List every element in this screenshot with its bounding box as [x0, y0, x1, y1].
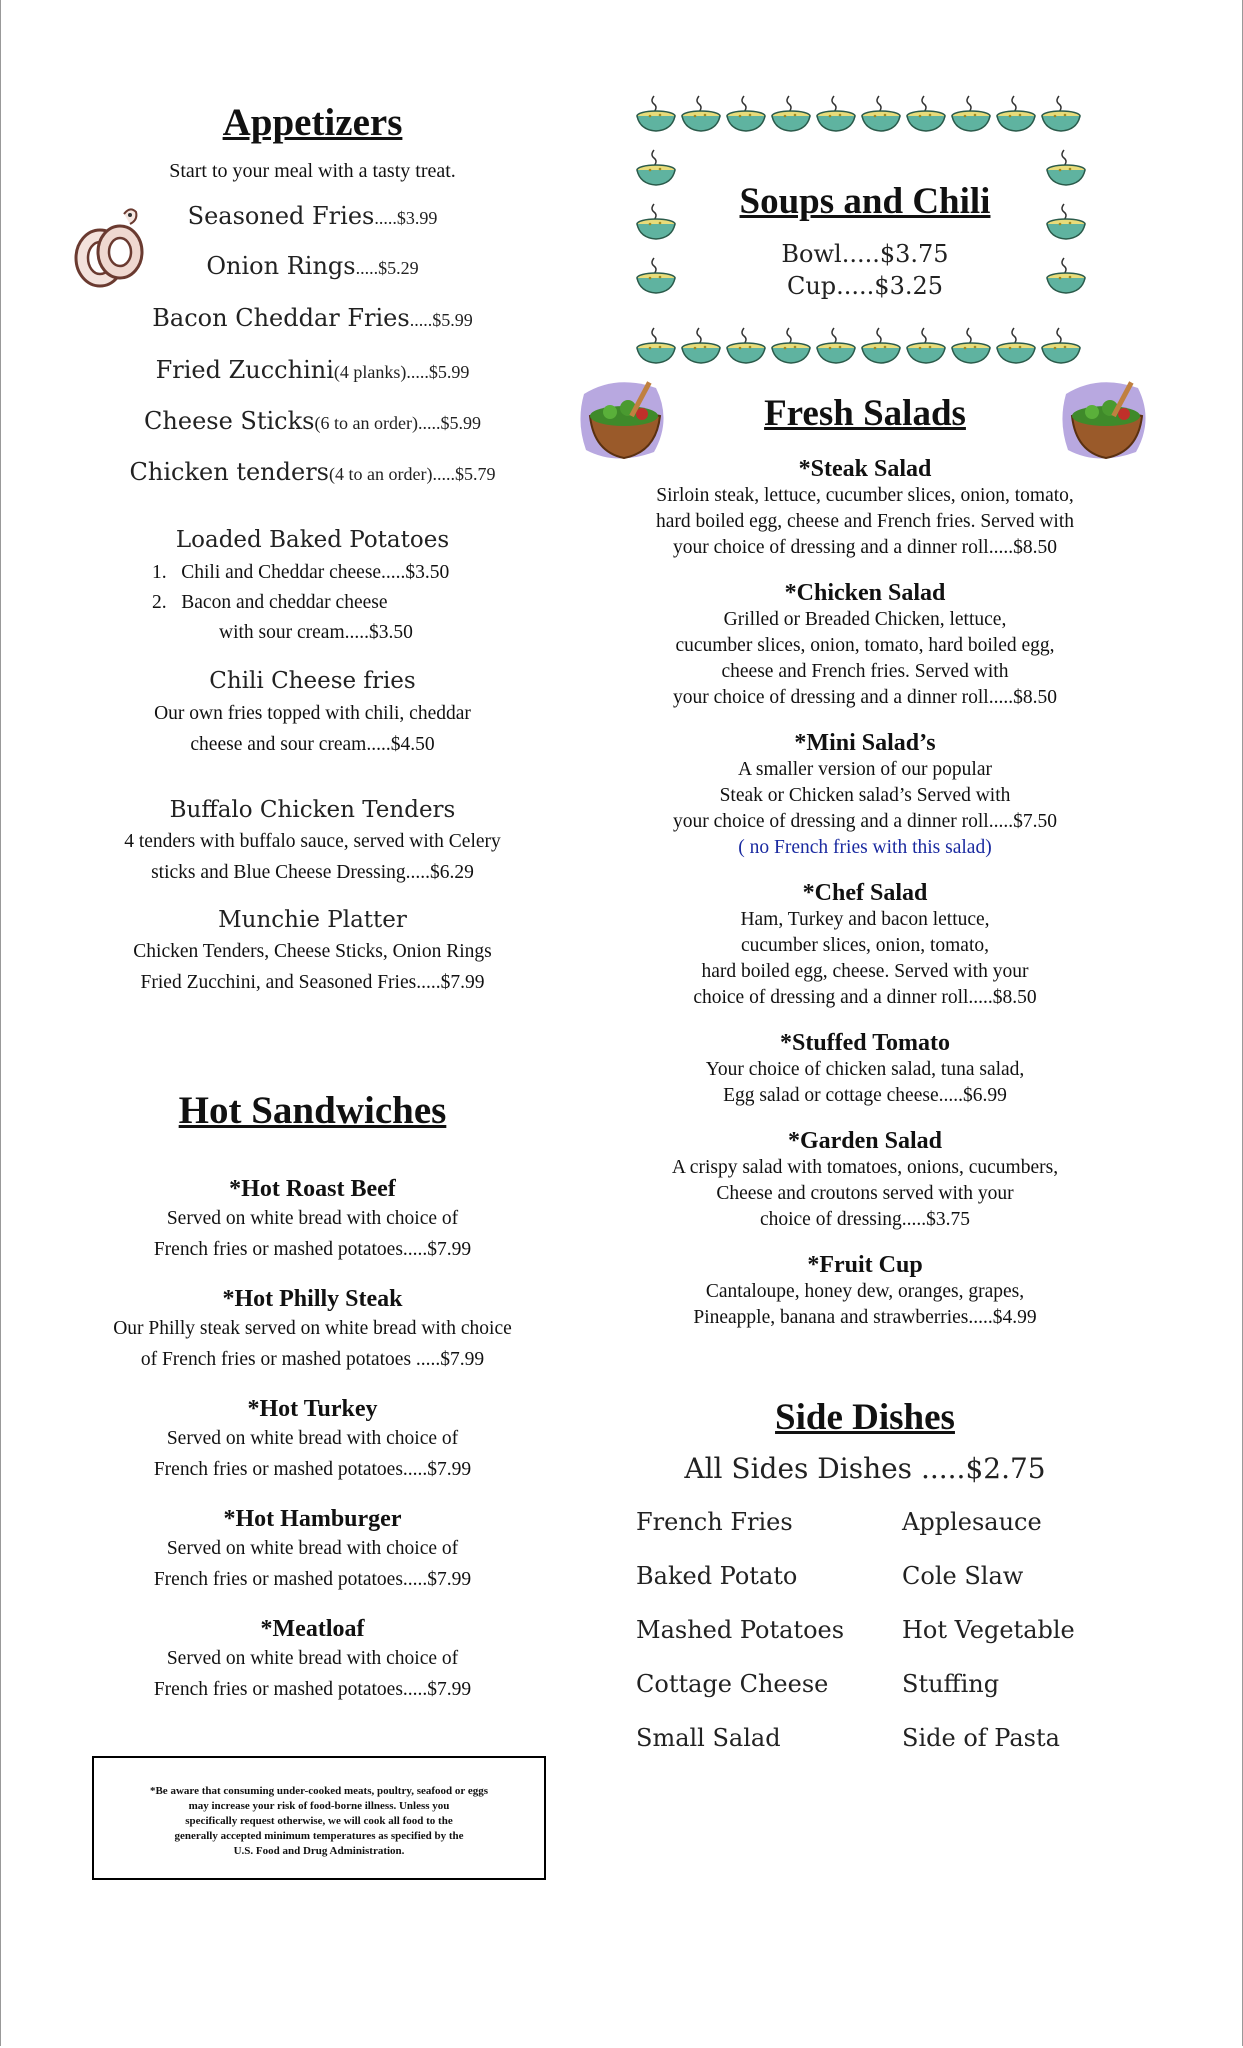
- soup-bowl-icon: [727, 96, 765, 131]
- munchie-desc-2: Fried Zucchini, and Seasoned Fries.....$7.99: [140, 972, 485, 993]
- sandwich-item: *Hot Roast Beef Served on white bread with choice of French fries or mashed potatoes.....$7.99: [153, 1176, 472, 1260]
- side-dishes-heading: Side Dishes: [775, 1397, 955, 1438]
- appetizer-item: Bacon Cheddar Fries.....$5.99: [152, 304, 473, 332]
- sandwich-item: *Hot Turkey Served on white bread with choice of French fries or mashed potatoes.....$7.99: [153, 1396, 472, 1480]
- salad-note: ( no French fries with this salad): [738, 837, 992, 858]
- appetizers-heading: Appetizers: [222, 101, 403, 144]
- chili-fries-desc-1: Our own fries topped with chili, cheddar: [154, 703, 471, 724]
- side-dishes-price: All Sides Dishes .....$2.75: [684, 1452, 1046, 1485]
- soup-bowl-icon: [1042, 328, 1080, 363]
- salad-item: *Steak Salad Sirloin steak, lettuce, cucumber slices, onion, tomato, hard boiled egg, cheese and French fries. Served with your choice of dressing and a dinner roll.....$8.50: [655, 456, 1075, 558]
- munchie-title: Munchie Platter: [218, 907, 407, 933]
- appetizer-item: Chicken tenders(4 to an order).....$5.79: [129, 458, 496, 486]
- soup-bowl-icon: [1042, 96, 1080, 131]
- salad-item: *Mini Salad’s A smaller version of our popular Steak or Chicken salad’s Served with your choice of dressing and a dinner roll.....$7.50 ( no French fries with this salad): [600, 730, 1130, 861]
- appetizer-item: Seasoned Fries.....$3.99: [187, 202, 438, 230]
- appetizer-item: Cheese Sticks(6 to an order).....$5.99: [144, 407, 481, 435]
- buffalo-title: Buffalo Chicken Tenders: [169, 797, 456, 823]
- hot-sandwiches-heading: Hot Sandwiches: [178, 1089, 447, 1132]
- appetizer-item: Fried Zucchini(4 planks).....$5.99: [155, 356, 470, 384]
- sandwich-item: *Hot Philly Steak Our Philly steak served on white bread with choice of French fries or mashed potatoes .....$7.99: [113, 1286, 512, 1370]
- soup-bowl-icon: [997, 96, 1035, 131]
- salad-item: *Garden Salad A crispy salad with tomatoes, onions, cucumbers, Cheese and croutons served with your choice of dressing.....$3.75: [671, 1128, 1059, 1230]
- salad-item: *Chef Salad Ham, Turkey and bacon lettuce, cucumber slices, onion, tomato, hard boiled egg, cheese. Served with your choice of dressing and a dinner roll.....$8.50: [693, 880, 1037, 1008]
- soup-cup-price: Cup.....$3.25: [786, 272, 944, 300]
- salad-item: *Chicken Salad Grilled or Breaded Chicken, lettuce, cucumber slices, onion, tomato, hard boiled egg, cheese and French fries. Served with your choice of dressing and a dinner roll.....$8.50: [673, 580, 1057, 708]
- appetizers-tagline: Start to your meal with a tasty treat.: [169, 160, 456, 182]
- loaded-option-2: 2. Bacon and cheddar cheese: [152, 592, 388, 613]
- soup-bowl-icon: [637, 258, 675, 293]
- food-safety-notice: *Be aware that consuming under-cooked meats, poultry, seafood or eggs may increase your risk of food-borne illness. Unless you specifically request otherwise, we will cook all food to the generally accepted minimum temperatures as specified by the U.S. Food and Drug Administration.: [92, 1756, 546, 1880]
- soup-bowl-icon: [997, 328, 1035, 363]
- buffalo-desc-2: sticks and Blue Cheese Dressing.....$6.29: [151, 862, 474, 883]
- buffalo-desc-1: 4 tenders with buffalo sauce, served with Celery: [124, 831, 501, 852]
- loaded-option-1: 1. Chili and Cheddar cheese.....$3.50: [152, 562, 450, 583]
- soup-bowl-border: [628, 90, 1098, 372]
- soup-bowl-icon: [817, 96, 855, 131]
- side-item: Cottage Cheese: [636, 1670, 829, 1698]
- soup-bowl-icon: [907, 328, 945, 363]
- side-item: Hot Vegetable: [902, 1616, 1075, 1644]
- soup-bowl-icon: [637, 328, 675, 363]
- soup-bowl-icon: [1047, 150, 1085, 185]
- sandwich-item: *Meatloaf Served on white bread with choice of French fries or mashed potatoes.....$7.99: [153, 1616, 472, 1700]
- soup-bowl-icon: [952, 328, 990, 363]
- soup-bowl-icon: [727, 328, 765, 363]
- soup-bowl-icon: [817, 328, 855, 363]
- salad-item: *Fruit Cup Cantaloupe, honey dew, oranges, grapes, Pineapple, banana and strawberries.....$4.99: [693, 1252, 1037, 1328]
- soup-bowl-icon: [772, 328, 810, 363]
- side-item: Cole Slaw: [902, 1562, 1024, 1590]
- soup-bowl-icon: [862, 96, 900, 131]
- side-item: Stuffing: [902, 1670, 1000, 1698]
- fresh-salads-heading: Fresh Salads: [764, 393, 966, 434]
- salad-item: *Stuffed Tomato Your choice of chicken salad, tuna salad, Egg salad or cottage cheese.....$6.99: [705, 1030, 1025, 1106]
- side-item: Applesauce: [902, 1508, 1042, 1536]
- chili-fries-desc-2: cheese and sour cream.....$4.50: [190, 734, 435, 755]
- side-item: Mashed Potatoes: [636, 1616, 845, 1644]
- side-item: Small Salad: [636, 1724, 781, 1752]
- soup-bowl-icon: [952, 96, 990, 131]
- side-item: Side of Pasta: [902, 1724, 1060, 1752]
- soup-bowl-icon: [1047, 204, 1085, 239]
- loaded-option-2-cont: with sour cream.....$3.50: [219, 622, 413, 643]
- soup-bowl-icon: [637, 96, 675, 131]
- side-item: Baked Potato: [636, 1562, 798, 1590]
- soup-bowl-icon: [637, 204, 675, 239]
- soup-bowl-icon: [682, 96, 720, 131]
- soup-bowl-price: Bowl.....$3.75: [781, 240, 949, 268]
- sandwich-item: *Hot Hamburger Served on white bread with choice of French fries or mashed potatoes.....$7.99: [153, 1506, 472, 1590]
- soup-bowl-icon: [682, 328, 720, 363]
- soup-bowl-icon: [637, 150, 675, 185]
- soup-bowl-icon: [907, 96, 945, 131]
- side-item: French Fries: [636, 1508, 793, 1536]
- chili-fries-title: Chili Cheese fries: [209, 668, 416, 694]
- soup-bowl-icon: [862, 328, 900, 363]
- appetizer-item: Onion Rings.....$5.29: [206, 252, 419, 280]
- soups-heading: Soups and Chili: [739, 181, 991, 222]
- loaded-potatoes-title: Loaded Baked Potatoes: [175, 527, 450, 553]
- soup-bowl-icon: [772, 96, 810, 131]
- soup-bowl-icon: [1047, 258, 1085, 293]
- munchie-desc-1: Chicken Tenders, Cheese Sticks, Onion Rings: [133, 941, 492, 962]
